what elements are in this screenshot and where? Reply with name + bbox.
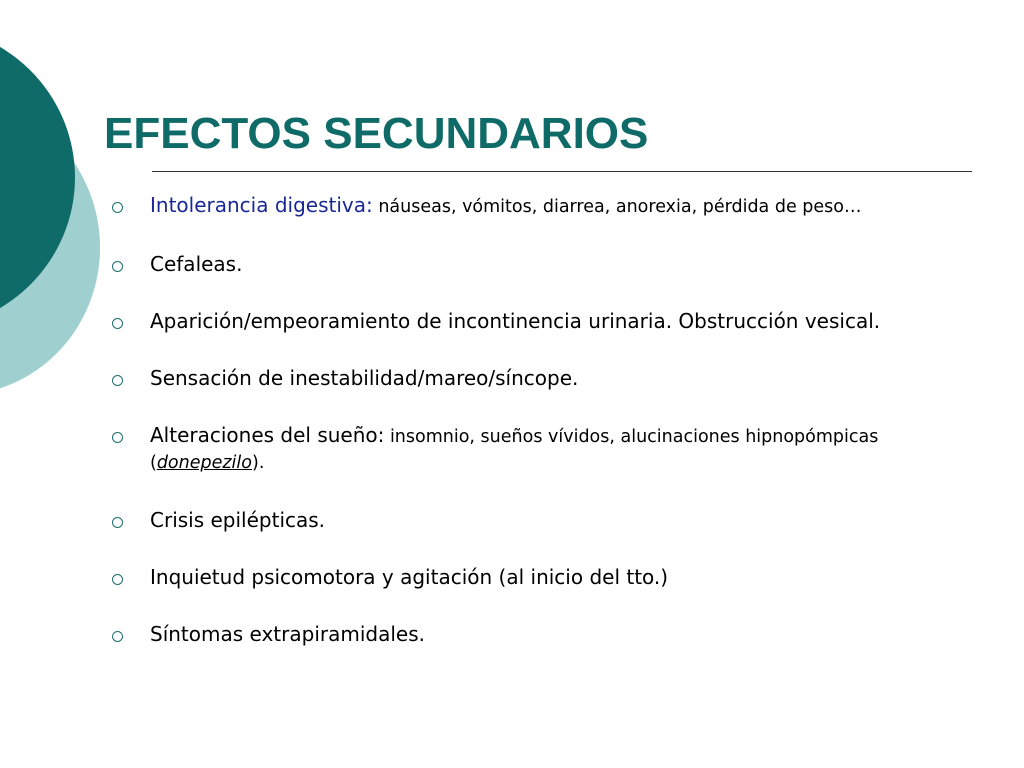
bullet-item-extrapyramidal <box>150 622 970 646</box>
bullet-lead: Alteraciones del sueño: <box>150 423 385 447</box>
bullet-colon: : <box>366 193 373 217</box>
circle-bullet-icon <box>112 631 123 642</box>
circle-bullet-icon <box>112 318 123 329</box>
bullet-detail: insomnio, sueños vívidos, alucinaciones hipnopómpicas ( <box>150 427 879 473</box>
bullet-item-sleep <box>150 423 970 475</box>
circle-bullet-icon <box>112 375 123 386</box>
bullet-detail: náuseas, vómitos, diarrea, anorexia, pérdida de peso… <box>372 197 862 217</box>
bullet-emphasis: donepezilo <box>156 453 252 473</box>
title-divider <box>152 171 972 172</box>
circle-bullet-icon <box>112 517 123 528</box>
bullet-text: Inquietud psicomotora y agitación (al inicio del tto.) <box>150 565 669 589</box>
bullet-item-headache <box>150 252 970 276</box>
bullet-list <box>150 193 970 646</box>
bullet-item-digestive <box>150 193 970 219</box>
bullet-text: Crisis epilépticas. <box>150 508 326 532</box>
circle-bullet-icon <box>112 202 123 213</box>
bullet-text: Sensación de inestabilidad/mareo/síncope. <box>150 366 579 390</box>
bullet-text: Cefaleas. <box>150 252 243 276</box>
bullet-item-urinary <box>150 309 970 333</box>
circle-bullet-icon <box>112 432 123 443</box>
bullet-lead: Intolerancia digestiva <box>150 193 366 217</box>
slide-title: EFECTOS SECUNDARIOS <box>104 109 649 158</box>
circle-bullet-icon <box>112 574 123 585</box>
bullet-item-agitation <box>150 565 970 589</box>
bullet-text: Aparición/empeoramiento de incontinencia urinaria. Obstrucción vesical. <box>150 309 881 333</box>
circle-bullet-icon <box>112 261 123 272</box>
bullet-text: Síntomas extrapiramidales. <box>150 622 425 646</box>
bullet-item-seizures <box>150 508 970 532</box>
bullet-item-instability <box>150 366 970 390</box>
bullet-detail-end: ). <box>252 453 265 473</box>
